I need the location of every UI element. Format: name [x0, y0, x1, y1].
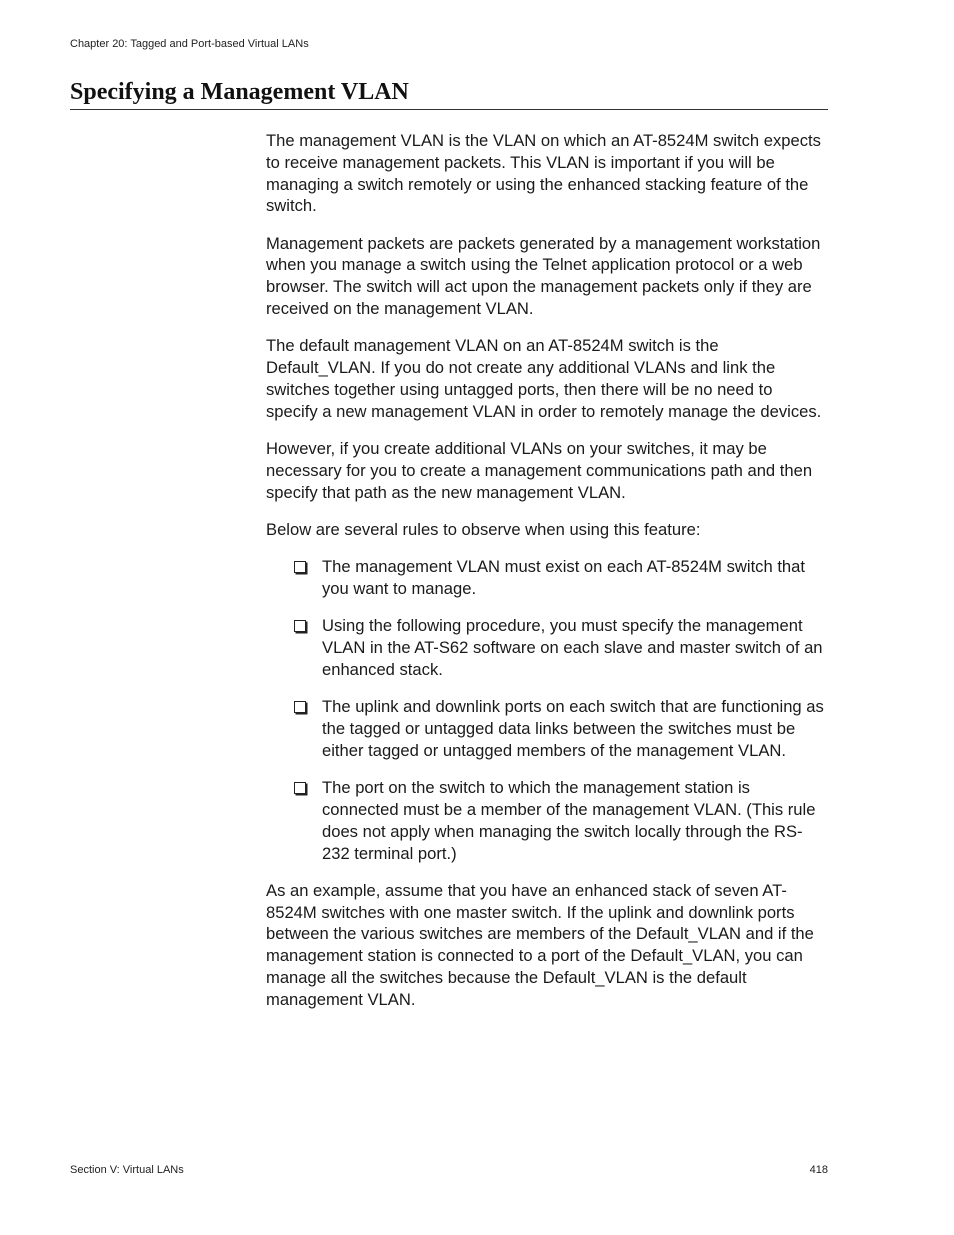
rule-item — [294, 615, 826, 680]
rule-text: The uplink and downlink ports on each switch that are functioning as the tagged or untagged data links between the switches must be either tagged or untagged members of the management VLAN. — [322, 697, 824, 760]
checkbox-bullet-icon — [294, 782, 306, 794]
rule-text: The port on the switch to which the management station is connected must be a member of the management VLAN. (This rule does not apply when managing the switch locally through the RS-232 terminal port.) — [322, 778, 816, 863]
checkbox-bullet-icon — [294, 620, 306, 632]
paragraph-management-vlan-definition: The management VLAN is the VLAN on which an AT-8524M switch expects to receive management packets. This VLAN is important if you will be managing a switch remotely or using the enhanced stacking feature of the switch. — [266, 131, 821, 216]
rule-text: Using the following procedure, you must specify the management VLAN in the AT-S62 software on each slave and master switch of an enhanced stack. — [322, 616, 823, 679]
paragraph-default-management-vlan: The default management VLAN on an AT-8524M switch is the Default_VLAN. If you do not create any additional VLANs and link the switches together using untagged ports, then there will be no need to specify a new management VLAN in order to remotely manage the devices. — [266, 336, 822, 421]
rule-item — [294, 696, 826, 761]
paragraph-example: As an example, assume that you have an enhanced stack of seven AT-8524M switches with one master switch. If the uplink and downlink ports between the various switches are members of the Default_VLAN and if the management station is connected to a port of the Default_VLAN, you can manage all the switches because the Default_VLAN is the default management VLAN. — [266, 880, 814, 1009]
rule-item — [294, 556, 826, 600]
paragraph-management-packets: Management packets are packets generated by a management workstation when you manage a switch using the Telnet application protocol or a web browser. The switch will act upon the management packets only if they are received on the management VLAN. — [266, 233, 821, 319]
checkbox-bullet-icon — [294, 701, 306, 713]
page-number: 418 — [809, 1164, 828, 1176]
paragraph-additional-vlans: However, if you create additional VLANs on your switches, it may be necessary for you to create a management communications path and then specify that path as the new management VLAN. — [266, 439, 813, 502]
paragraph-rules-intro: Below are several rules to observe when using this feature: — [266, 519, 701, 539]
footer-section: Section V: Virtual LANs — [70, 1164, 184, 1176]
running-footer — [70, 1164, 828, 1176]
rule-item — [294, 777, 826, 864]
section-title: Specifying a Management VLAN — [70, 78, 828, 110]
rules-list — [266, 556, 826, 864]
checkbox-bullet-icon — [294, 561, 306, 573]
running-header: Chapter 20: Tagged and Port-based Virtual LANs — [70, 38, 309, 50]
rule-text: The management VLAN must exist on each AT-8524M switch that you want to manage. — [322, 557, 805, 599]
body-text — [266, 130, 826, 1026]
